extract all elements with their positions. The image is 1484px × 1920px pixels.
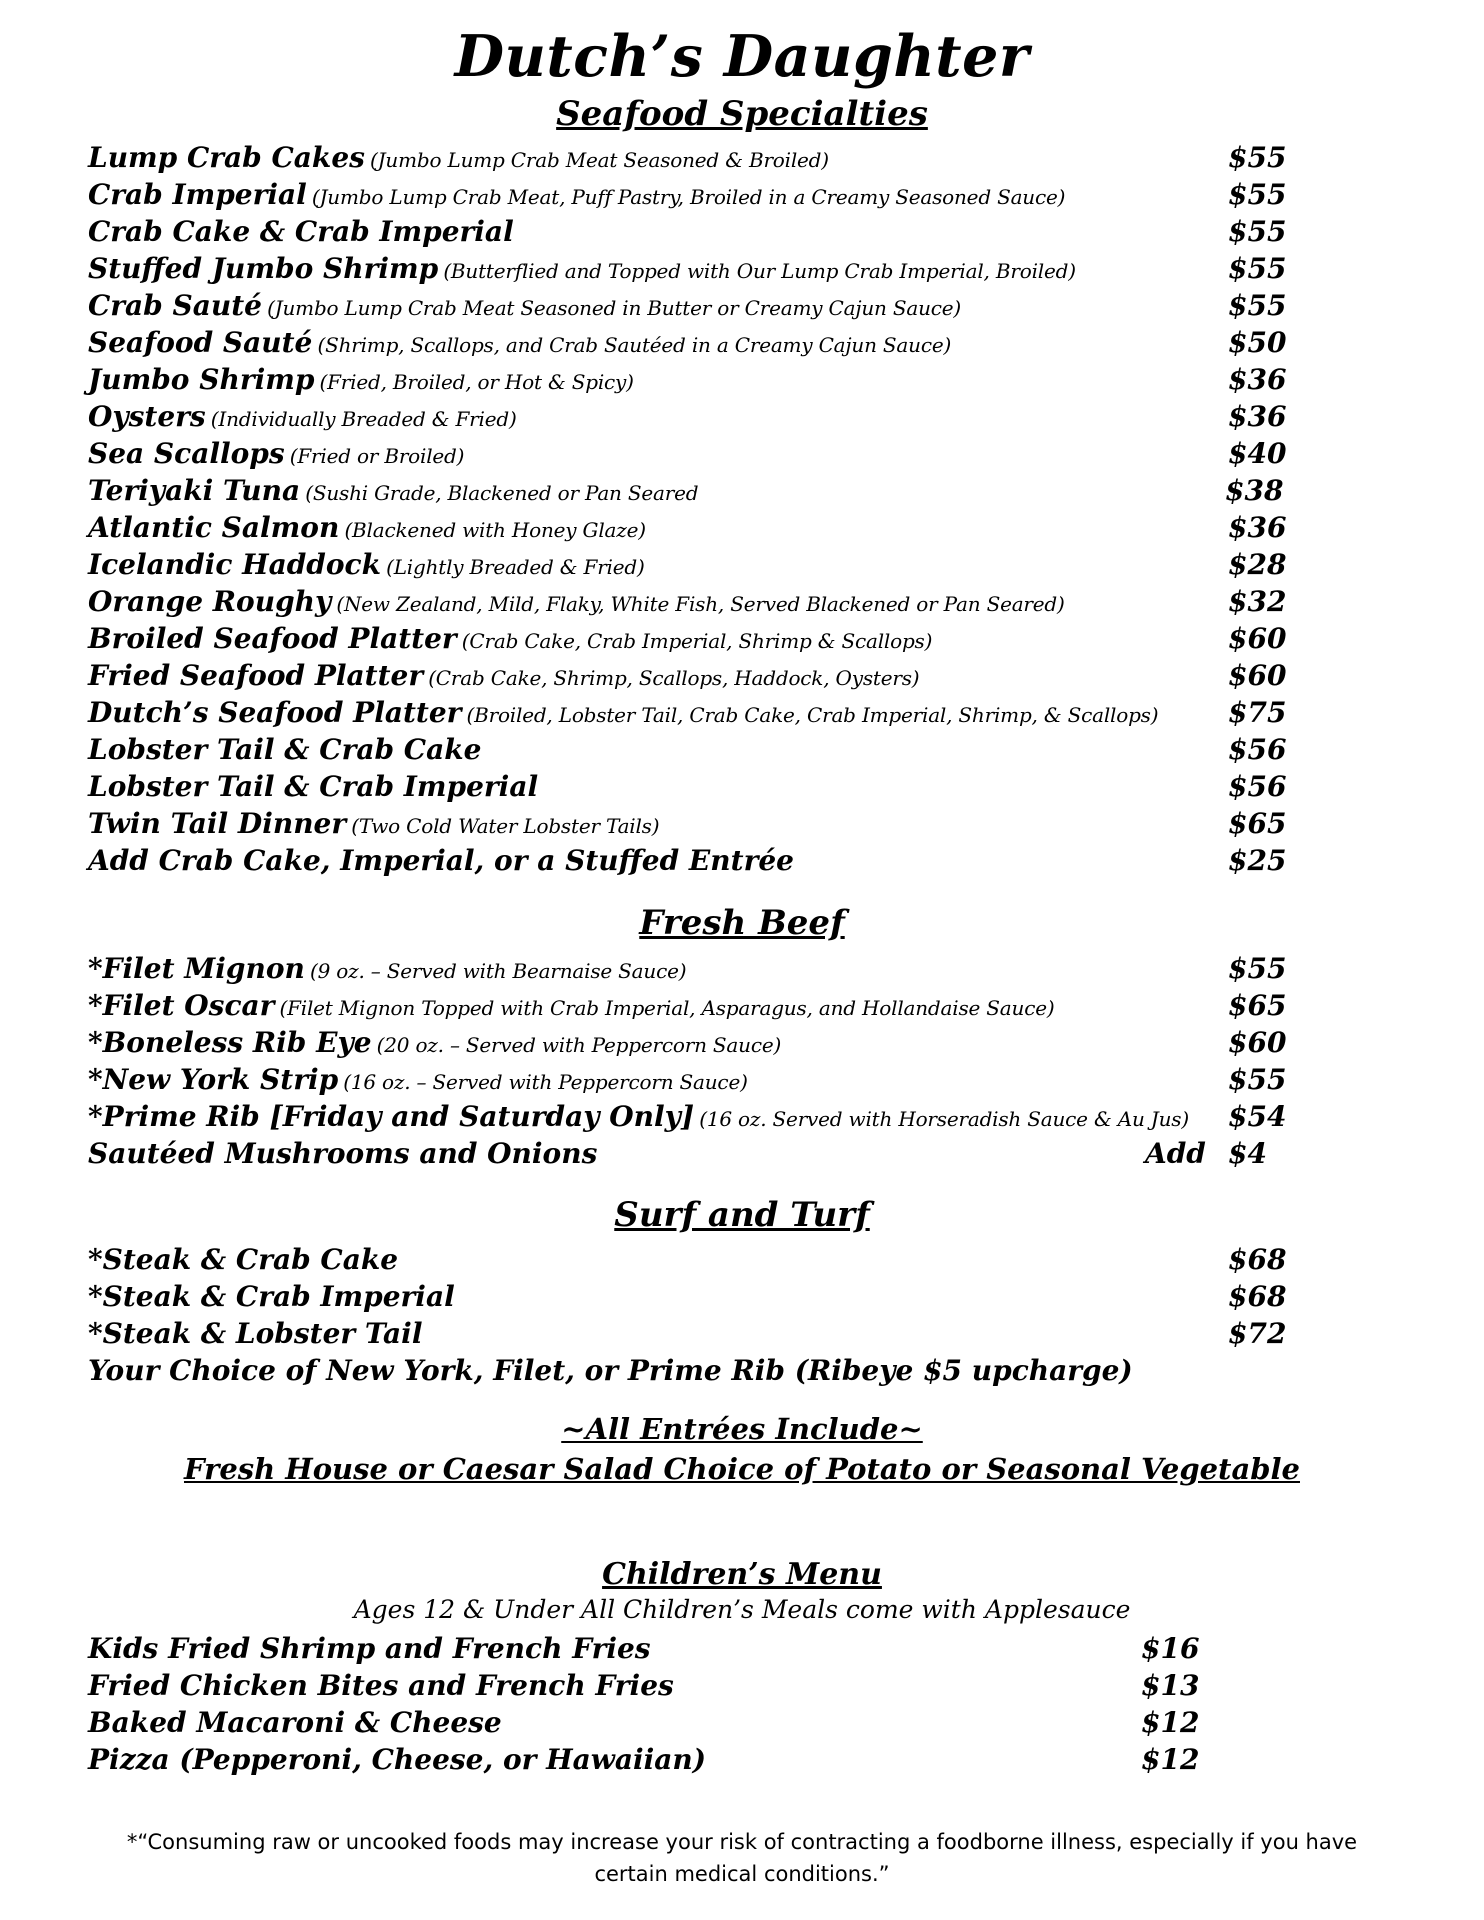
surf-turf-note <box>88 1352 1288 1389</box>
item-description: (16 oz. – Served with Peppercorn Sauce) <box>343 1070 748 1094</box>
menu-item <box>88 1024 1288 1061</box>
item-name: Pizza (Pepperoni, Cheese, or Hawaiian) <box>88 1743 707 1776</box>
item-price: $55 <box>1228 289 1287 322</box>
item-name: Sautéed Mushrooms and Onions <box>88 1137 598 1170</box>
menu-item <box>88 657 1288 694</box>
item-name: *Prime Rib [Friday and Saturday Only] <box>88 1100 695 1133</box>
menu-item <box>88 805 1288 842</box>
section-heading-surf-turf: Surf and Turf <box>614 1195 870 1235</box>
item-description: (9 oz. – Served with Bearnaise Sauce) <box>309 959 687 983</box>
item-name: Fried Seafood Platter <box>88 659 424 692</box>
menu-item <box>88 1241 1288 1278</box>
item-description: (Jumbo Lump Crab Meat, Puff Pastry, Broiled in a Creamy Seasoned Sauce) <box>311 185 1066 209</box>
item-price: $55 <box>1228 141 1287 174</box>
advisory-line-1: *“Consuming raw or uncooked foods may increase your risk of contracting a foodborne illness, especially if you have <box>126 1830 1358 1854</box>
item-description: (Fried or Broiled) <box>289 444 465 468</box>
item-name: *Steak & Crab Imperial <box>88 1280 455 1313</box>
item-name: Add Crab Cake, Imperial, or a Stuffed Entrée <box>88 844 794 877</box>
section-heading-seafood: Seafood Specialties <box>556 94 928 134</box>
item-price: $55 <box>1228 215 1287 248</box>
item-name: Broiled Seafood Platter <box>88 622 457 655</box>
item-price: $75 <box>1228 696 1287 729</box>
menu-item <box>88 950 1288 987</box>
item-description: (20 oz. – Served with Peppercorn Sauce) <box>376 1033 782 1057</box>
item-name: Dutch’s Seafood Platter <box>88 696 462 729</box>
item-description: (Sushi Grade, Blackened or Pan Seared <box>305 481 699 505</box>
item-name: Seafood Sauté <box>88 326 313 359</box>
item-price: $55 <box>1228 952 1287 985</box>
menu-item <box>88 620 1288 657</box>
item-description: (16 oz. Served with Horseradish Sauce & Au Jus) <box>699 1107 1189 1131</box>
item-price: $72 <box>1228 1317 1287 1350</box>
menu-item <box>88 694 1288 731</box>
item-name: *Steak & Crab Cake <box>88 1243 399 1276</box>
item-price: $36 <box>1228 400 1287 433</box>
children-subheading: Ages 12 & Under All Children’s Meals come with Applesauce <box>353 1595 1131 1624</box>
section-heading-children: Children’s Menu <box>602 1557 882 1592</box>
item-name: Lump Crab Cakes <box>88 141 365 174</box>
item-description: (Fried, Broiled, or Hot & Spicy) <box>319 370 634 394</box>
add-label: Add <box>1145 1137 1206 1170</box>
item-name: Kids Fried Shrimp and French Fries <box>88 1632 651 1665</box>
item-name: Lobster Tail & Crab Imperial <box>88 770 539 803</box>
menu-item <box>88 250 1288 287</box>
menu-item <box>88 176 1288 213</box>
item-price: $55 <box>1228 178 1287 211</box>
item-price: $25 <box>1228 844 1287 877</box>
menu-item <box>88 398 1288 435</box>
menu-item <box>88 987 1288 1024</box>
item-name: Crab Cake & Crab Imperial <box>88 215 514 248</box>
item-name: Orange Roughy <box>88 585 332 618</box>
menu-item <box>88 1061 1288 1098</box>
item-price: $32 <box>1228 585 1287 618</box>
item-price: $16 <box>1141 1632 1200 1665</box>
item-description: (Crab Cake, Shrimp, Scallops, Haddock, Oysters) <box>428 666 920 690</box>
menu-item <box>88 583 1288 620</box>
menu-item <box>88 139 1288 176</box>
item-price: $40 <box>1228 437 1287 470</box>
entrees-include-details: Fresh House or Caesar Salad Choice of Potato or Seasonal Vegetable <box>183 1452 1300 1486</box>
item-description: (Filet Mignon Topped with Crab Imperial, Asparagus, and Hollandaise Sauce) <box>279 996 1055 1020</box>
item-price: $50 <box>1228 326 1287 359</box>
item-price: $36 <box>1228 511 1287 544</box>
item-description: (Jumbo Lump Crab Meat Seasoned in Butter or Creamy Cajun Sauce) <box>267 296 961 320</box>
item-price: $60 <box>1228 1026 1287 1059</box>
item-description: (Individually Breaded & Fried) <box>210 407 517 431</box>
item-name: *Filet Oscar <box>88 989 275 1022</box>
menu-item <box>88 509 1288 546</box>
menu-item <box>88 1278 1288 1315</box>
item-name: Twin Tail Dinner <box>88 807 347 840</box>
item-price: $68 <box>1228 1280 1287 1313</box>
item-name: Lobster Tail & Crab Cake <box>88 733 482 766</box>
item-name: Icelandic Haddock <box>88 548 381 581</box>
menu-item <box>88 546 1288 583</box>
menu-item <box>88 1667 1288 1704</box>
menu-item <box>88 768 1288 805</box>
item-name: Atlantic Salmon <box>88 511 340 544</box>
item-price: $4 <box>1228 1137 1267 1170</box>
item-price: $65 <box>1228 807 1287 840</box>
item-price: $12 <box>1141 1706 1200 1739</box>
item-price: $60 <box>1228 622 1287 655</box>
item-name: *New York Strip <box>88 1063 339 1096</box>
menu-item <box>88 1741 1288 1778</box>
item-name: Jumbo Shrimp <box>88 363 315 396</box>
menu-item <box>88 1315 1288 1352</box>
item-name: *Boneless Rib Eye <box>88 1026 372 1059</box>
advisory-line-2: certain medical conditions.” <box>594 1862 890 1886</box>
menu-item <box>88 1704 1288 1741</box>
item-price: $28 <box>1228 548 1287 581</box>
item-price: $12 <box>1141 1743 1200 1776</box>
item-name: *Steak & Lobster Tail <box>88 1317 423 1350</box>
menu-item <box>88 472 1288 509</box>
menu-item <box>88 435 1288 472</box>
item-price: $55 <box>1228 252 1287 285</box>
item-name: Crab Sauté <box>88 289 262 322</box>
item-price: $55 <box>1228 1063 1287 1096</box>
item-name: Crab Imperial <box>88 178 307 211</box>
item-name: Teriyaki Tuna <box>88 474 301 507</box>
item-name: Stuffed Jumbo Shrimp <box>88 252 439 285</box>
item-price: $38 <box>1225 474 1284 507</box>
item-description: (Two Cold Water Lobster Tails) <box>351 814 660 838</box>
item-name: Sea Scallops <box>88 437 285 470</box>
item-price: $13 <box>1141 1669 1200 1702</box>
item-name: *Filet Mignon <box>88 952 305 985</box>
menu-item <box>88 1098 1288 1135</box>
item-description: (Shrimp, Scallops, and Crab Sautéed in a Creamy Cajun Sauce) <box>317 333 952 357</box>
item-description: (Butterflied and Topped with Our Lump Crab Imperial, Broiled) <box>443 259 1076 283</box>
item-name: Baked Macaroni & Cheese <box>88 1706 502 1739</box>
item-description: (Jumbo Lump Crab Meat Seasoned & Broiled) <box>370 148 829 172</box>
item-name: Oysters <box>88 400 206 433</box>
menu-item <box>88 731 1288 768</box>
menu-item-addon <box>88 1135 1288 1172</box>
section-heading-beef: Fresh Beef <box>639 903 845 943</box>
menu-item <box>88 324 1288 361</box>
item-price: $54 <box>1228 1100 1287 1133</box>
menu-item <box>88 287 1288 324</box>
menu-item <box>88 842 1288 879</box>
menu-item <box>88 361 1288 398</box>
note-text: Your Choice of New York, Filet, or Prime Rib (Ribeye $5 upcharge) <box>88 1354 1133 1387</box>
item-price: $56 <box>1228 770 1287 803</box>
item-price: $68 <box>1228 1243 1287 1276</box>
item-price: $65 <box>1228 989 1287 1022</box>
item-description: (Blackened with Honey Glaze) <box>344 518 646 542</box>
menu-item <box>88 1630 1288 1667</box>
item-price: $36 <box>1228 363 1287 396</box>
item-price: $56 <box>1228 733 1287 766</box>
consumer-advisory <box>100 1826 1384 1890</box>
item-price: $60 <box>1228 659 1287 692</box>
item-description: (Lightly Breaded & Fried) <box>386 555 645 579</box>
item-description: (Crab Cake, Crab Imperial, Shrimp & Scallops) <box>461 629 933 653</box>
menu-item <box>88 213 1288 250</box>
entrees-include-heading: ~All Entrées Include~ <box>561 1412 923 1446</box>
item-name: Fried Chicken Bites and French Fries <box>88 1669 674 1702</box>
item-description: (Broiled, Lobster Tail, Crab Cake, Crab Imperial, Shrimp, & Scallops) <box>466 703 1159 727</box>
item-description: (New Zealand, Mild, Flaky, White Fish, Served Blackened or Pan Seared) <box>336 592 1065 616</box>
restaurant-title: Dutch’s Daughter <box>454 23 1030 90</box>
